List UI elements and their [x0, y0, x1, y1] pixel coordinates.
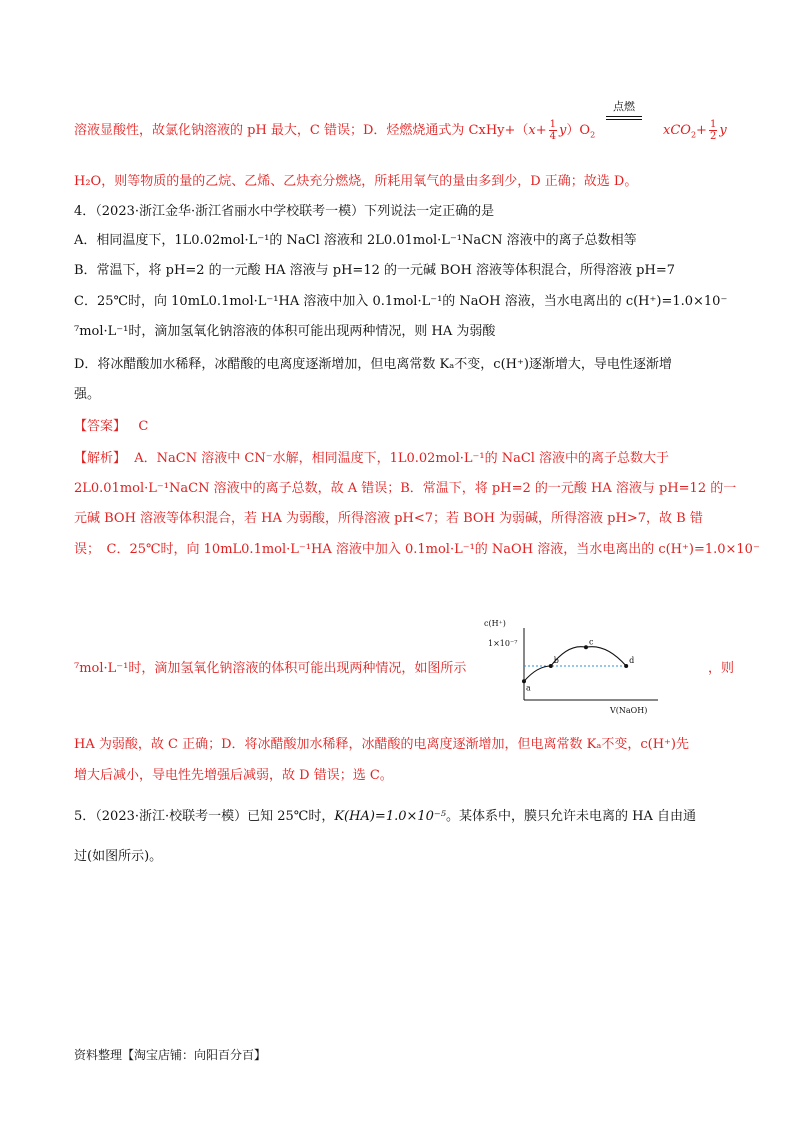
ignite-condition — [606, 98, 642, 120]
explanation-line-4: 误； C．25℃时，向 10mL0.1mol·L⁻¹HA 溶液中加入 0.1mol·L⁻¹的 NaOH 溶液，当水电离出的 c(H⁺)=1.0×10⁻ — [74, 542, 760, 557]
point-b — [549, 664, 553, 668]
x-axis-label: V(NaOH) — [610, 706, 648, 715]
option-c-line2: ⁷mol·L⁻¹时，滴加氢氧化钠溶液的体积可能出现两种情况，则 HA 为弱酸 — [74, 324, 496, 339]
answer-label: 【答案】 — [74, 419, 127, 434]
var-y: y — [559, 123, 567, 138]
explanation-line-1 — [74, 450, 669, 468]
point-label-d: d — [629, 656, 635, 665]
option-d-line2: 强。 — [74, 387, 101, 402]
reaction-arrow — [606, 116, 642, 120]
plus-sign: + — [535, 123, 547, 138]
curve-points — [522, 637, 634, 692]
frac-den: 4 — [549, 131, 557, 142]
point-label-c: c — [588, 637, 594, 647]
product-formula — [663, 119, 727, 145]
frac-den: 2 — [709, 131, 717, 142]
point-d — [624, 664, 628, 668]
explanation-line-5-tail: ，则 — [708, 661, 735, 676]
text-seg: 溶液显酸性，故氯化钠溶液的 pH 最大，C 错误；D．烃燃烧通式为 CxHy+（ — [74, 123, 529, 138]
point-label-b: b — [553, 656, 559, 665]
text-o2: ）O — [566, 123, 591, 138]
fraction-half — [709, 119, 717, 142]
explanation-line-5: ⁷mol·L⁻¹时，滴加氢氧化钠溶液的体积可能出现两种情况，如图所示 — [74, 661, 467, 676]
explanation-line-3: 元碱 BOH 溶液等体积混合，若 HA 为弱酸，所得溶液 pH<7；若 BOH 为弱碱，所得溶液 pH>7，故 B 错 — [74, 511, 703, 526]
q5-text-b: 。某体系中，膜只允许未电离的 HA 自由通 — [446, 809, 696, 824]
ignite-label: 点燃 — [613, 100, 635, 113]
footer-note: 资料整理【淘宝店铺：向阳百分百】 — [74, 1048, 267, 1062]
point-c — [584, 645, 588, 649]
q5-equation: K(HA)=1.0×10⁻⁵ — [334, 809, 446, 824]
frac-num: 1 — [549, 119, 557, 130]
q5-text-a: 5．（2023·浙江·校联考一模）已知 25℃时， — [74, 809, 335, 824]
var-y: y — [719, 123, 727, 138]
subscript-2: 2 — [690, 130, 697, 140]
explanation-line-6: HA 为弱酸，故 C 正确；D．将冰醋酸加水稀释，冰醋酸的电离度逐渐增加，但电离常数 Kₐ不变，c(H⁺)先 — [74, 737, 689, 752]
plus-sign: + — [696, 123, 707, 138]
explanation-line-7: 增大后减小，导电性先增强后减弱，故 D 错误；选 C。 — [74, 768, 393, 783]
question-5-line2: 过(如图所示)。 — [74, 849, 163, 864]
explanation-line-2: 2L0.01mol·L⁻¹NaCN 溶液中的离子总数，故 A 错误；B．常温下，将 pH=2 的一元酸 HA 溶液与 pH=12 的一 — [74, 481, 737, 496]
curve-line — [524, 647, 626, 682]
continuation-line-1 — [74, 119, 595, 145]
explanation-label: 【解析】 — [74, 451, 127, 466]
frac-num: 1 — [709, 119, 717, 130]
answer-value: C — [138, 419, 149, 434]
var-x: x — [528, 123, 536, 138]
option-d-line1: D．将冰醋酸加水稀释，冰醋酸的电离度逐渐增加，但电离常数 Kₐ不变，c(H⁺)逐渐增大，导电性逐渐增 — [74, 357, 672, 372]
subscript-2: 2 — [590, 130, 596, 140]
product-co2: xCO — [663, 123, 691, 138]
option-c-line1: C．25℃时，向 10mL0.1mol·L⁻¹HA 溶液中加入 0.1mol·L⁻¹的 NaOH 溶液，当水电离出的 c(H⁺)=1.0×10⁻ — [74, 294, 728, 309]
question-4-title: 4．（2023·浙江金华·浙江省丽水中学校联考一模）下列说法一定正确的是 — [74, 204, 495, 219]
y-axis-label: c(H⁺) — [484, 619, 506, 628]
fraction-quarter — [549, 119, 557, 142]
y-tick-label: 1×10⁻⁷ — [488, 639, 518, 648]
option-a: A．相同温度下，1L0.02mol·L⁻¹的 NaCl 溶液和 2L0.01mol·L⁻¹NaCN 溶液中的离子总数相等 — [74, 233, 637, 248]
question-5-line1 — [74, 808, 696, 826]
option-b: B．常温下，将 pH=2 的一元酸 HA 溶液与 pH=12 的一元碱 BOH 溶液等体积混合，所得溶液 pH=7 — [74, 263, 675, 278]
ch-curve-chart — [478, 616, 668, 716]
point-label-a: a — [526, 683, 531, 693]
answer-line — [74, 418, 148, 436]
explanation-text: A．NaCN 溶液中 CN⁻水解，相同温度下，1L0.02mol·L⁻¹的 NaCl 溶液中的离子总数大于 — [134, 451, 670, 466]
continuation-line-2: H₂O，则等物质的量的乙烷、乙烯、乙炔充分燃烧，所耗用氧气的量由多到少，D 正确；故选 D。 — [74, 174, 638, 189]
